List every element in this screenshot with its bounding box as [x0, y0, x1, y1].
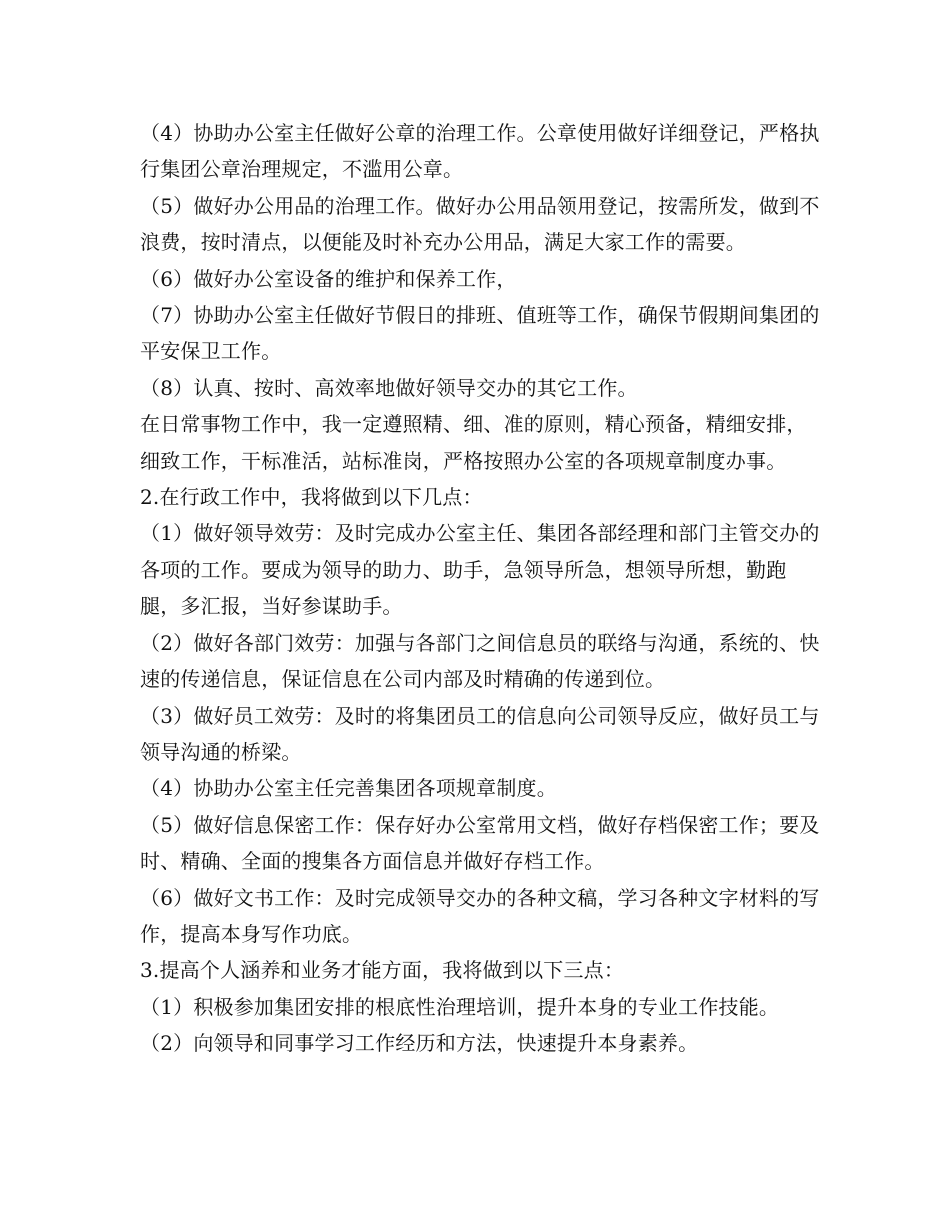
document-page [140, 115, 820, 1062]
paragraph-serve-employees: （3）做好员工效劳：及时的将集团员工的信息向公司领导反应，做好员工与领导沟通的桥梁。 [140, 703, 820, 764]
paragraph-improve-rules: （4）协助办公室主任完善集团各项规章制度。 [140, 776, 557, 801]
paragraph-serve-leaders: （1）做好领导效劳：及时完成办公室主任、集团各部经理和部门主管交办的各项的工作。要成为领导的助力、助手，急领导所急，想领导所想，勤跑腿，多汇报，当好参谋助手。 [140, 521, 820, 619]
paragraph-seal-management: （4）协助办公室主任做好公章的治理工作。公章使用做好详细登记，严格执行集团公章治理规定，不滥用公章。 [140, 121, 820, 182]
paragraph-other-tasks: （8）认真、按时、高效率地做好领导交办的其它工作。 [140, 375, 638, 400]
paragraph-equipment-maintenance: （6）做好办公室设备的维护和保养工作， [140, 266, 517, 291]
section-heading-administrative-work: 2.在行政工作中，我将做到以下几点： [140, 485, 483, 510]
paragraph-daily-principles: 在日常事物工作中，我一定遵照精、细、准的原则，精心预备，精细安排，细致工作，干标准活，站标准岗，严格按照办公室的各项规章制度办事。 [140, 412, 807, 473]
paragraph-office-supplies: （5）做好办公用品的治理工作。做好办公用品领用登记，按需所发，做到不浪费，按时清点，以便能及时补充办公用品，满足大家工作的需要。 [140, 193, 820, 255]
paragraph-learn-from-colleagues: （2）向领导和同事学习工作经历和方法，快速提升本身素养。 [140, 1031, 699, 1056]
paragraph-serve-departments: （2）做好各部门效劳：加强与各部门之间信息员的联络与沟通，系统的、快速的传递信息，保证信息在公司内部及时精确的传递到位。 [140, 630, 820, 692]
paragraph-training: （1）积极参加集团安排的根底性治理培训，提升本身的专业工作技能。 [140, 994, 780, 1019]
section-heading-personal-improvement: 3.提高个人涵养和业务才能方面，我将做到以下三点： [140, 958, 625, 983]
paragraph-holiday-scheduling: （7）协助办公室主任做好节假日的排班、值班等工作，确保节假期间集团的平安保卫工作。 [140, 303, 820, 364]
paragraph-information-confidentiality: （5）做好信息保密工作：保存好办公室常用文档，做好存档保密工作；要及时、精确、全面的搜集各方面信息并做好存档工作。 [140, 812, 820, 874]
paragraph-clerical-work: （6）做好文书工作：及时完成领导交办的各种文稿，学习各种文字材料的写作，提高本身写作功底。 [140, 885, 820, 946]
